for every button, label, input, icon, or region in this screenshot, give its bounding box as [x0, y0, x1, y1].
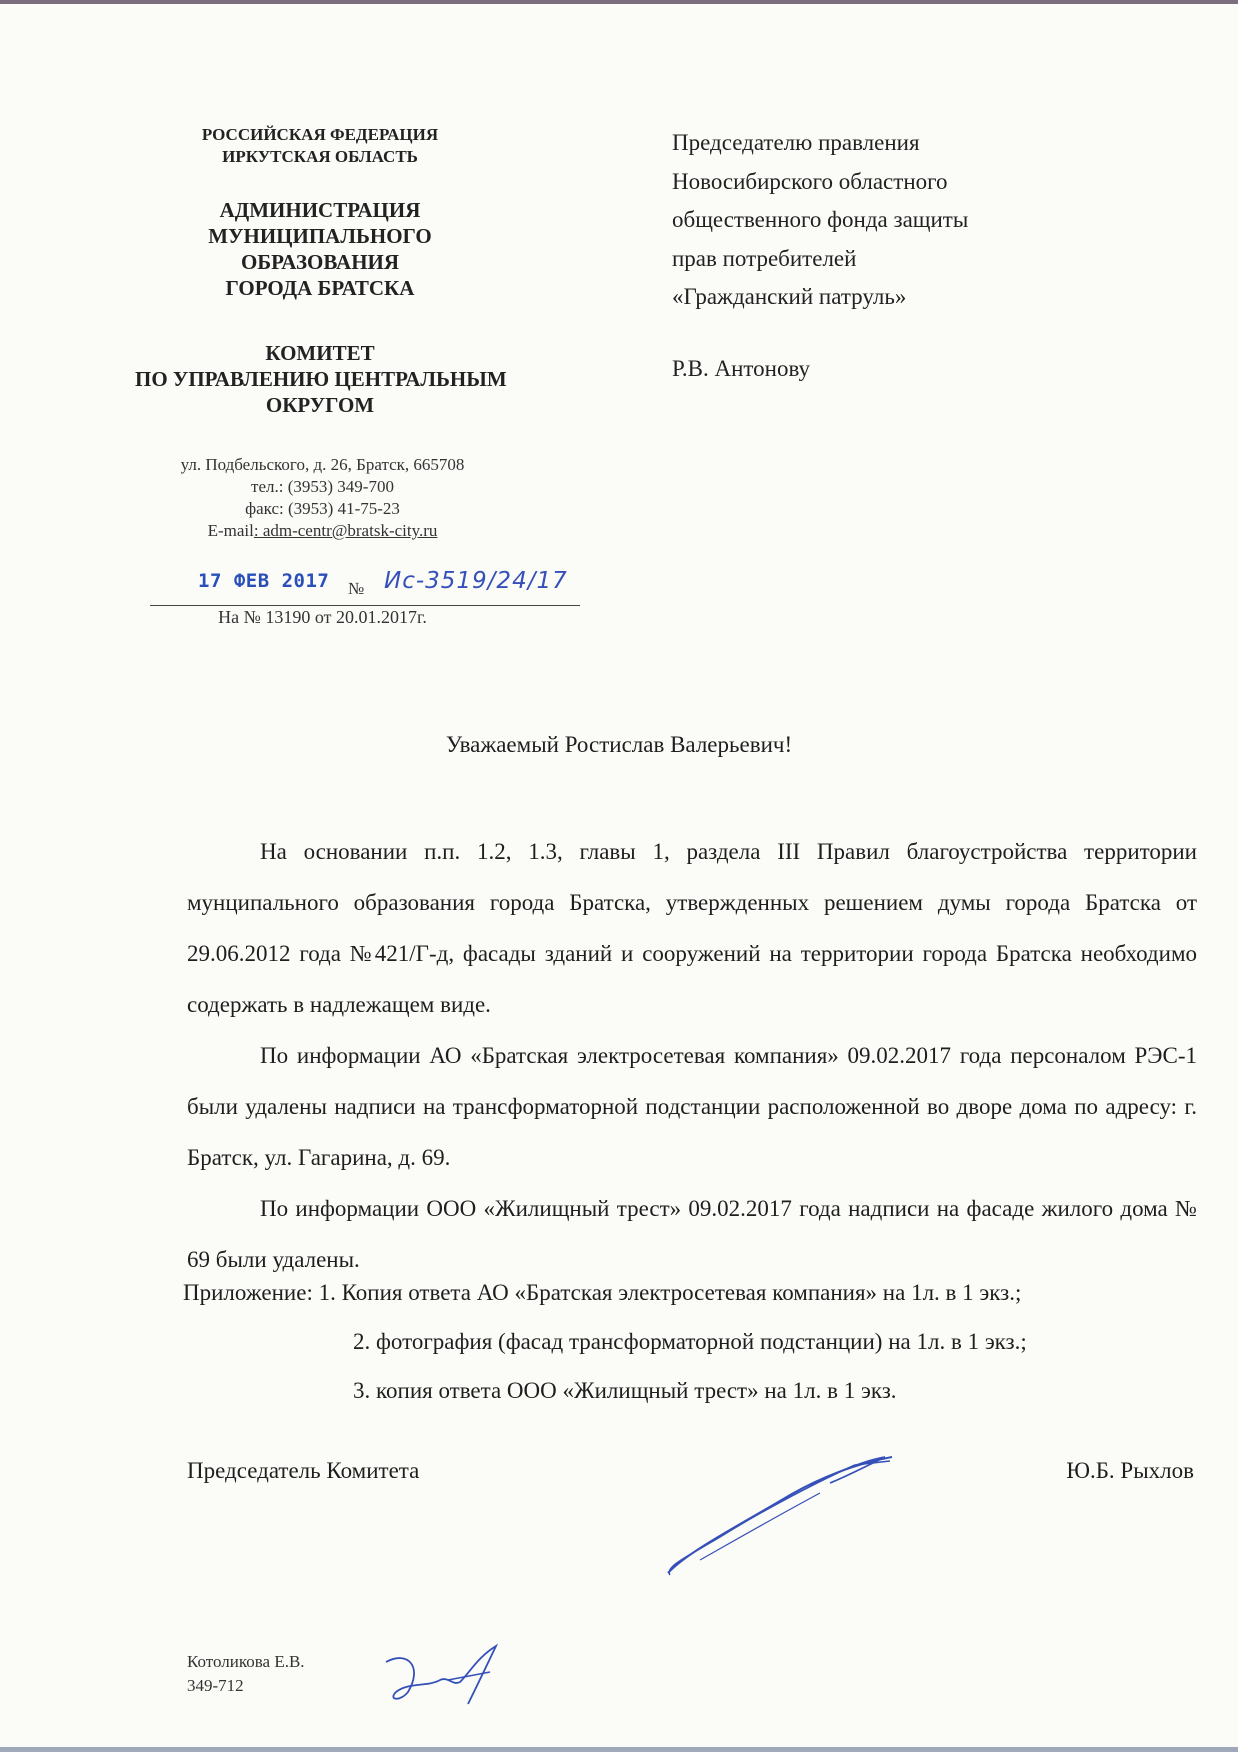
email-link[interactable]: : adm-centr@bratsk-city.ru	[253, 521, 438, 540]
address-line: ул. Подбельского, д. 26, Братск, 665708	[180, 455, 465, 474]
addressee-block	[672, 124, 968, 317]
number-sign: №	[348, 579, 365, 598]
executor-block	[187, 1650, 305, 1698]
body-paragraph: На основании п.п. 1.2, 1.3, главы 1, раздела III Правил благоустройства территории мунципального образования города Братска, утвержденных решением думы города Братска от 29.06.2012 года №421/Г-д, фасады зданий и сооружений на территории города Братска необходимо содержать в надлежащем виде.	[187, 839, 1197, 1017]
admin-line: АДМИНИСТРАЦИЯ	[219, 198, 421, 222]
reference-line: На № 13190 от 20.01.2017г.	[218, 607, 427, 627]
addressee-line: «Гражданский патруль»	[672, 284, 907, 309]
signer-title: Председатель Комитета	[187, 1458, 420, 1483]
email-line	[140, 520, 505, 542]
country-line: РОССИЙСКАЯ ФЕДЕРАЦИЯ	[201, 125, 439, 144]
appendix-item: 3. копия ответа ООО «Жилищный трест» на 1л. в 1 экз.	[353, 1378, 897, 1403]
greeting: Уважаемый Ростислав Валерьевич!	[445, 732, 793, 757]
body-paragraph: По информации ООО «Жилищный трест» 09.02.2017 года надписи на фасаде жилого дома № 69 были удалены.	[187, 1196, 1197, 1272]
admin-line: ОБРАЗОВАНИЯ	[240, 250, 400, 274]
addressee-line: прав потребителей	[672, 245, 857, 271]
executor-name: Котоликова Е.В.	[187, 1652, 305, 1671]
outgoing-number: Ис-3519/24/17	[384, 568, 568, 594]
email-label: E-mail	[207, 521, 254, 540]
addressee-line: общественного фонда защиты	[672, 207, 969, 232]
appendix-item: 2. фотография (фасад трансформаторной подстанции) на 1л. в 1 экз.;	[353, 1329, 1027, 1354]
date-stamp: 17 ФЕВ 2017	[198, 570, 330, 592]
handwritten-signature	[660, 1455, 900, 1585]
signer-name: Ю.Б. Рыхлов	[1066, 1458, 1194, 1483]
addressee-line: Председателю правления	[672, 130, 920, 155]
region-line: ИРКУТСКАЯ ОБЛАСТЬ	[222, 147, 418, 166]
addressee-name: Р.В. Антонову	[672, 356, 811, 381]
letterhead-contacts	[140, 454, 505, 542]
body-paragraph: По информации АО «Братская электросетевая компания» 09.02.2017 года персоналом РЭС-1 были удалены надписи на трансформаторной подстанции расположенной во дворе дома по адресу: г. Братск, ул. Гагарина, д. 69.	[187, 1043, 1197, 1170]
phone-line: тел.: (3953) 349-700	[251, 477, 394, 496]
letterhead-administration	[140, 197, 500, 301]
appendix-list	[183, 1268, 1027, 1415]
letter-body	[187, 826, 1197, 1285]
executor-phone: 349-712	[187, 1676, 244, 1695]
fax-line: факс: (3953) 41-75-23	[245, 499, 400, 518]
appendix-item: Приложение: 1. Копия ответа АО «Братская электросетевая компания» на 1л. в 1 экз.;	[183, 1280, 1022, 1305]
admin-line: ГОРОДА БРАТСКА	[225, 276, 415, 300]
addressee-line: Новосибирского областного	[672, 168, 948, 194]
committee-line: ОКРУГОМ	[265, 393, 375, 417]
committee-line: КОМИТЕТ	[265, 341, 375, 365]
letterhead-committee	[135, 340, 505, 418]
registration-line	[150, 605, 580, 606]
letterhead-state	[140, 124, 500, 168]
scan-top-edge	[0, 0, 1238, 4]
scan-bottom-edge	[0, 1747, 1238, 1752]
executor-initials	[378, 1642, 508, 1712]
admin-line: МУНИЦИПАЛЬНОГО	[208, 224, 432, 248]
committee-line: ПО УПРАВЛЕНИЮ ЦЕНТРАЛЬНЫМ	[135, 367, 507, 391]
